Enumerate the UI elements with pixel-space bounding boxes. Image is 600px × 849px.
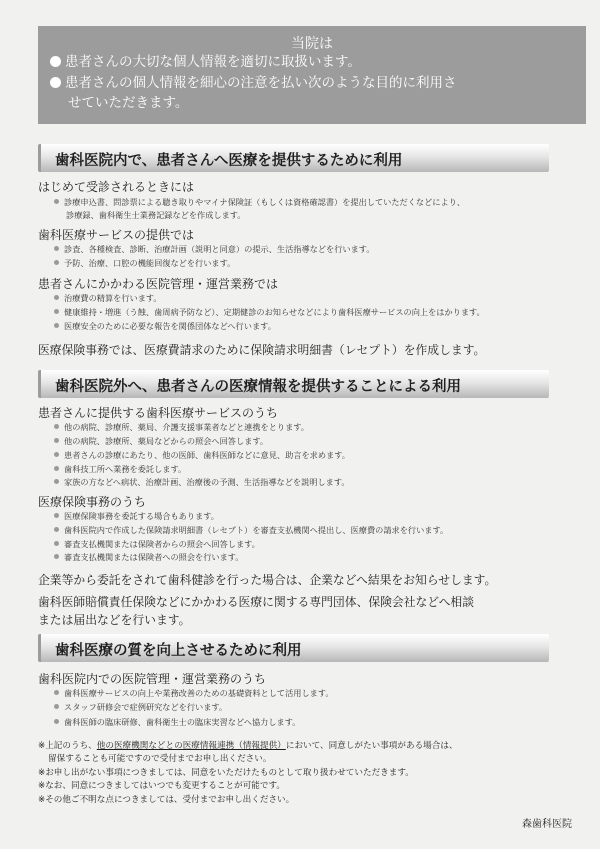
list-item: 家族の方などへ病状、治療計画、治療後の予測、生活指導などを説明します。 bbox=[54, 477, 350, 488]
bullet-icon bbox=[54, 199, 59, 204]
list-item: 診療録、歯科衛生士業務記録などを作成します。 bbox=[66, 210, 246, 220]
note-1-underlined: 他の医療機関などとの医療情報連携（情報提供） bbox=[96, 741, 286, 751]
list-item: 他の病院、診療所、薬局、介護支援事業者などと連携をとります。 bbox=[54, 422, 309, 433]
list-item: 審査支払機関または保険者への照会を行います。 bbox=[54, 552, 243, 563]
list-item: 歯科医師の臨床研修、歯科衛生士の臨床実習などへ協力します。 bbox=[54, 717, 300, 728]
list-item: 審査支払機関または保険者からの照会へ回答します。 bbox=[54, 539, 260, 550]
bullet-icon bbox=[54, 438, 59, 443]
section-2-title: 歯科医院外へ、患者さんの医療情報を提供することによる利用 bbox=[55, 379, 461, 395]
bullet-icon bbox=[54, 719, 59, 724]
section-3-title: 歯科医療の質を向上させるために利用 bbox=[55, 643, 302, 659]
bullet-icon bbox=[54, 479, 59, 484]
header-line-1: 患者さんの大切な個人情報を適切に取扱います。 bbox=[50, 52, 361, 72]
section-1-title: 歯科医院内で、患者さんへ医療を提供するために利用 bbox=[55, 153, 403, 169]
section-3-banner bbox=[38, 634, 549, 662]
list-item: 医療安全のために必要な報告を関係団体などへ行います。 bbox=[54, 321, 276, 332]
clinic-name: 森歯科医院 bbox=[522, 819, 572, 830]
section-2-heading-2: 医療保険事務のうち bbox=[38, 495, 147, 509]
bullet-icon bbox=[50, 77, 61, 88]
section-2-banner bbox=[38, 370, 549, 398]
note-2: ※お申し出がない事項につきましては、同意をいただけたものとして取り扱わせていただきます。 bbox=[38, 768, 414, 778]
section-3-heading-1: 歯科医院内での医院管理・運営業務のうち bbox=[38, 672, 267, 686]
bullet-icon bbox=[54, 452, 59, 457]
bullet-icon bbox=[54, 323, 59, 328]
bullet-icon bbox=[54, 527, 59, 532]
header-line-3: せていただきます。 bbox=[68, 95, 189, 111]
list-item: 歯科医療サービスの向上や業務改善のための基礎資料として活用します。 bbox=[54, 688, 334, 699]
list-item: 予防、治療、口腔の機能回復などを行います。 bbox=[54, 258, 235, 269]
section-1-banner bbox=[38, 144, 549, 172]
bullet-icon bbox=[54, 295, 59, 300]
note-3: ※なお、同意につきましてはいつでも変更することが可能です。 bbox=[38, 781, 285, 791]
list-item: 医療保険事務を委託する場合もあります。 bbox=[54, 511, 219, 522]
bullet-icon bbox=[54, 513, 59, 518]
section-1-heading-2: 歯科医療サービスの提供では bbox=[38, 228, 195, 242]
section-2-heading-1: 患者さんに提供する歯科医療サービスのうち bbox=[38, 406, 279, 420]
list-item: 治療費の精算を行います。 bbox=[54, 293, 162, 304]
list-item: 診査、各種検査、診断、治療計画（説明と同意）の提示、生活指導などを行います。 bbox=[54, 244, 374, 255]
section-2-para-2-cont: または届出などを行います。 bbox=[38, 613, 191, 627]
list-item: 歯科医院内で作成した保険請求明細書（レセプト）を審査支払機関へ提出し、医療費の請求を行います。 bbox=[54, 525, 448, 536]
header-title: 当院は bbox=[291, 36, 333, 52]
bullet-icon bbox=[54, 260, 59, 265]
list-item: 患者さんの診療にあたり、他の医師、歯科医師などに意見、助言を求めます。 bbox=[54, 450, 350, 461]
bullet-icon bbox=[54, 466, 59, 471]
list-item: 診療申込書、問診票による聴き取りやマイナ保険証（もしくは資格確認書）を提出していただくなどにより、 bbox=[54, 197, 465, 208]
bullet-icon bbox=[54, 424, 59, 429]
list-item: 歯科技工所へ業務を委託します。 bbox=[54, 464, 186, 475]
list-item: 他の病院、診療所、薬局などからの照会へ回答します。 bbox=[54, 436, 268, 447]
bullet-icon bbox=[54, 690, 59, 695]
bullet-icon bbox=[54, 554, 59, 559]
bullet-icon bbox=[54, 309, 59, 314]
header-line-2: 患者さんの個人情報を細心の注意を払い次のような目的に利用さ bbox=[50, 73, 457, 93]
note-4: ※その他ご不明な点につきましては、受付までお申し出ください。 bbox=[38, 795, 295, 805]
section-1-heading-3: 患者さんにかかわる医院管理・運営業務では bbox=[38, 277, 279, 291]
note-1-cont: 留保することも可能ですので受付までお申し出ください。 bbox=[48, 754, 272, 764]
bullet-icon bbox=[54, 246, 59, 251]
note-1: ※上記のうち、他の医療機関などとの医療情報連携（情報提供）において、同意しがたい事項がある場合は、 bbox=[38, 741, 458, 751]
section-1-heading-1: はじめて受診されるときには bbox=[38, 180, 195, 194]
bullet-icon bbox=[54, 541, 59, 546]
bullet-icon bbox=[54, 704, 59, 709]
bullet-icon bbox=[50, 56, 61, 67]
header-box bbox=[38, 26, 586, 124]
list-item: 健康維持・増進（う蝕、歯周病予防など）、定期健診のお知らせなどにより歯科医療サービスの向上をはかります。 bbox=[54, 307, 485, 318]
section-2-para-1: 企業等から委託をされて歯科健診を行った場合は、企業などへ結果をお知らせします。 bbox=[38, 573, 497, 587]
list-item: スタッフ研修会で症例研究などを行います。 bbox=[54, 702, 227, 713]
section-1-closing: 医療保険事務では、医療費請求のために保険請求明細書（レセプト）を作成します。 bbox=[38, 343, 486, 357]
section-2-para-2: 歯科医師賠償責任保険などにかかわる医療に関する専門団体、保険会社などへ相談 bbox=[38, 595, 475, 609]
